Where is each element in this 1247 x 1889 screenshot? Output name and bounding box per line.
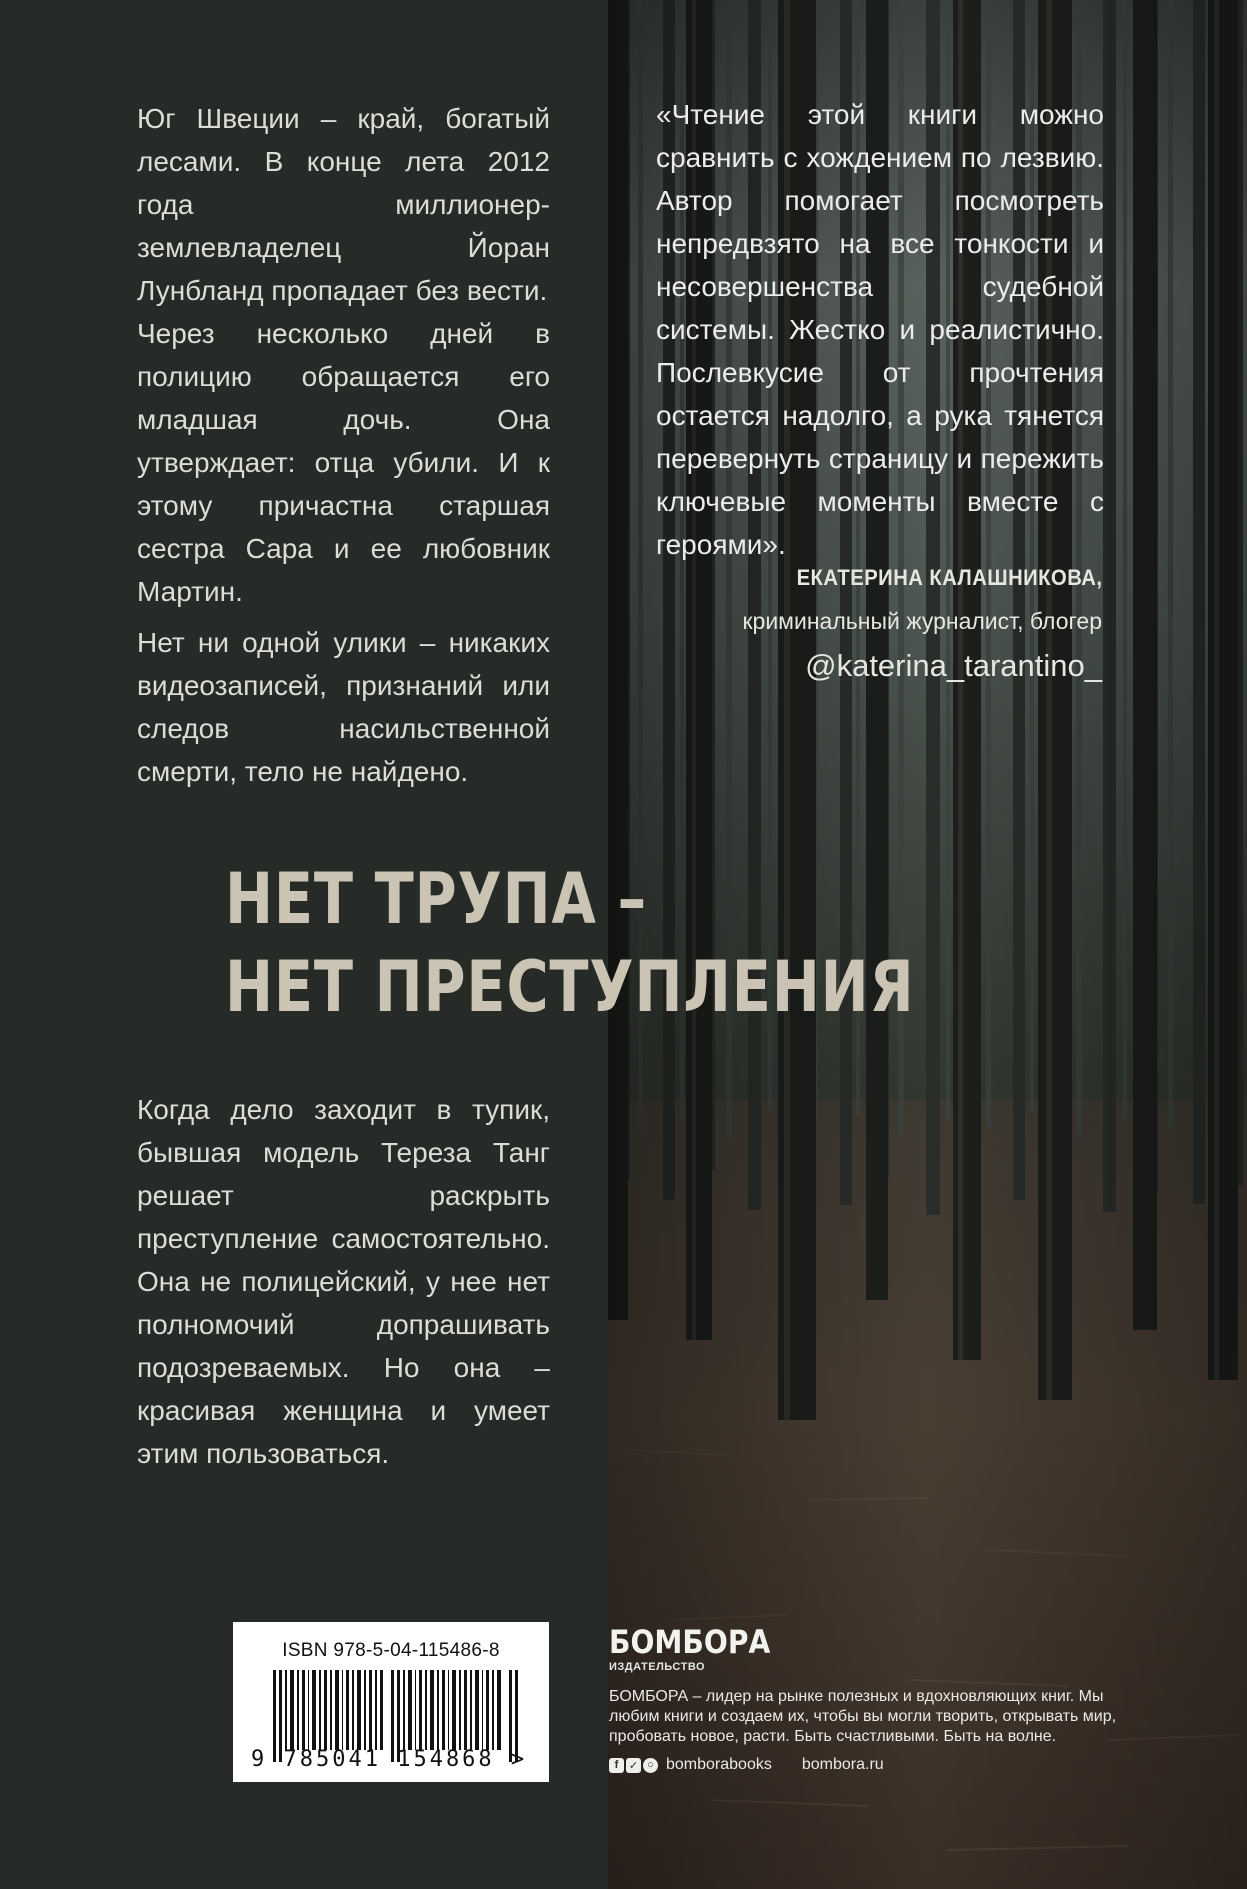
blurb-paragraph-4: Когда дело заходит в тупик, бывшая модель Тереза Танг решает раскрыть преступление самостоятельно. Она не полицейский, у нее нет полномочий допрашивать подозреваемых. Но она – красивая женщина и умеет этим пользоваться.: [137, 1094, 550, 1469]
instagram-icon[interactable]: ○: [643, 1758, 658, 1773]
quote-author-role: криминальный журналист, блогер: [742, 608, 1102, 634]
social-handle[interactable]: bomborabooks: [666, 1756, 772, 1773]
website-link[interactable]: bombora.ru: [801, 1756, 884, 1773]
blurb-upper: [137, 97, 550, 613]
quote-author: ЕКАТЕРИНА КАЛАШНИКОВА,: [796, 565, 1102, 590]
blurb-middle: [137, 621, 550, 793]
review-quote: «Чтение этой книги можно сравнить с хождением по лезвию. Автор помогает посмотреть непредвзято на все тонкости и несовершенства судебной системы. Жестко и реалистично. Послевкусие от прочтения остается надолго, а рука тянется перевернуть страницу и пережить ключевые моменты вместе с героями».: [656, 99, 1104, 560]
quote-author-handle: @katerina_tarantino_: [805, 648, 1102, 683]
blurb-paragraph-2: Через несколько дней в полицию обращается его младшая дочь. Она утверждает: отца убили. И к этому причастна старшая сестра Сара и ее любовник Мартин.: [137, 318, 550, 607]
publisher-subtitle: ИЗДАТЕЛЬСТВО: [609, 1661, 706, 1673]
blurb-paragraph-1: Юг Швеции – край, богатый лесами. В конце лета 2012 года миллионер-землевладелец Йоран Лунбланд пропадает без вести.: [137, 103, 550, 306]
isbn-barcode-box: [233, 1622, 549, 1782]
isbn-number: ISBN 978-5-04-115486-8: [282, 1640, 500, 1661]
publisher-logo: БОМБОРА: [609, 1623, 771, 1661]
blurb-paragraph-3: Нет ни одной улики – никаких видеозаписей, признаний или следов насильственной смерти, тело не найдено.: [137, 627, 550, 787]
social-links: [609, 1756, 884, 1774]
blurb-lower: [137, 1088, 550, 1475]
headline-line-2: НЕТ ПРЕСТУПЛЕНИЯ: [225, 946, 915, 1028]
headline-line-1: НЕТ ТРУПА –: [225, 858, 648, 940]
vk-icon[interactable]: ✓: [626, 1758, 641, 1773]
barcode-digits: 9 785041 154868 >: [251, 1747, 528, 1772]
headline: [225, 855, 915, 1031]
publisher-description: БОМБОРА – лидер на рынке полезных и вдохновляющих книг. Мы любим книги и создаем их, чтобы вы могли творить, открывать мир, пробовать новое, расти. Быть счастливыми. Быть на волне.: [609, 1688, 1117, 1745]
facebook-icon[interactable]: f: [609, 1758, 624, 1773]
